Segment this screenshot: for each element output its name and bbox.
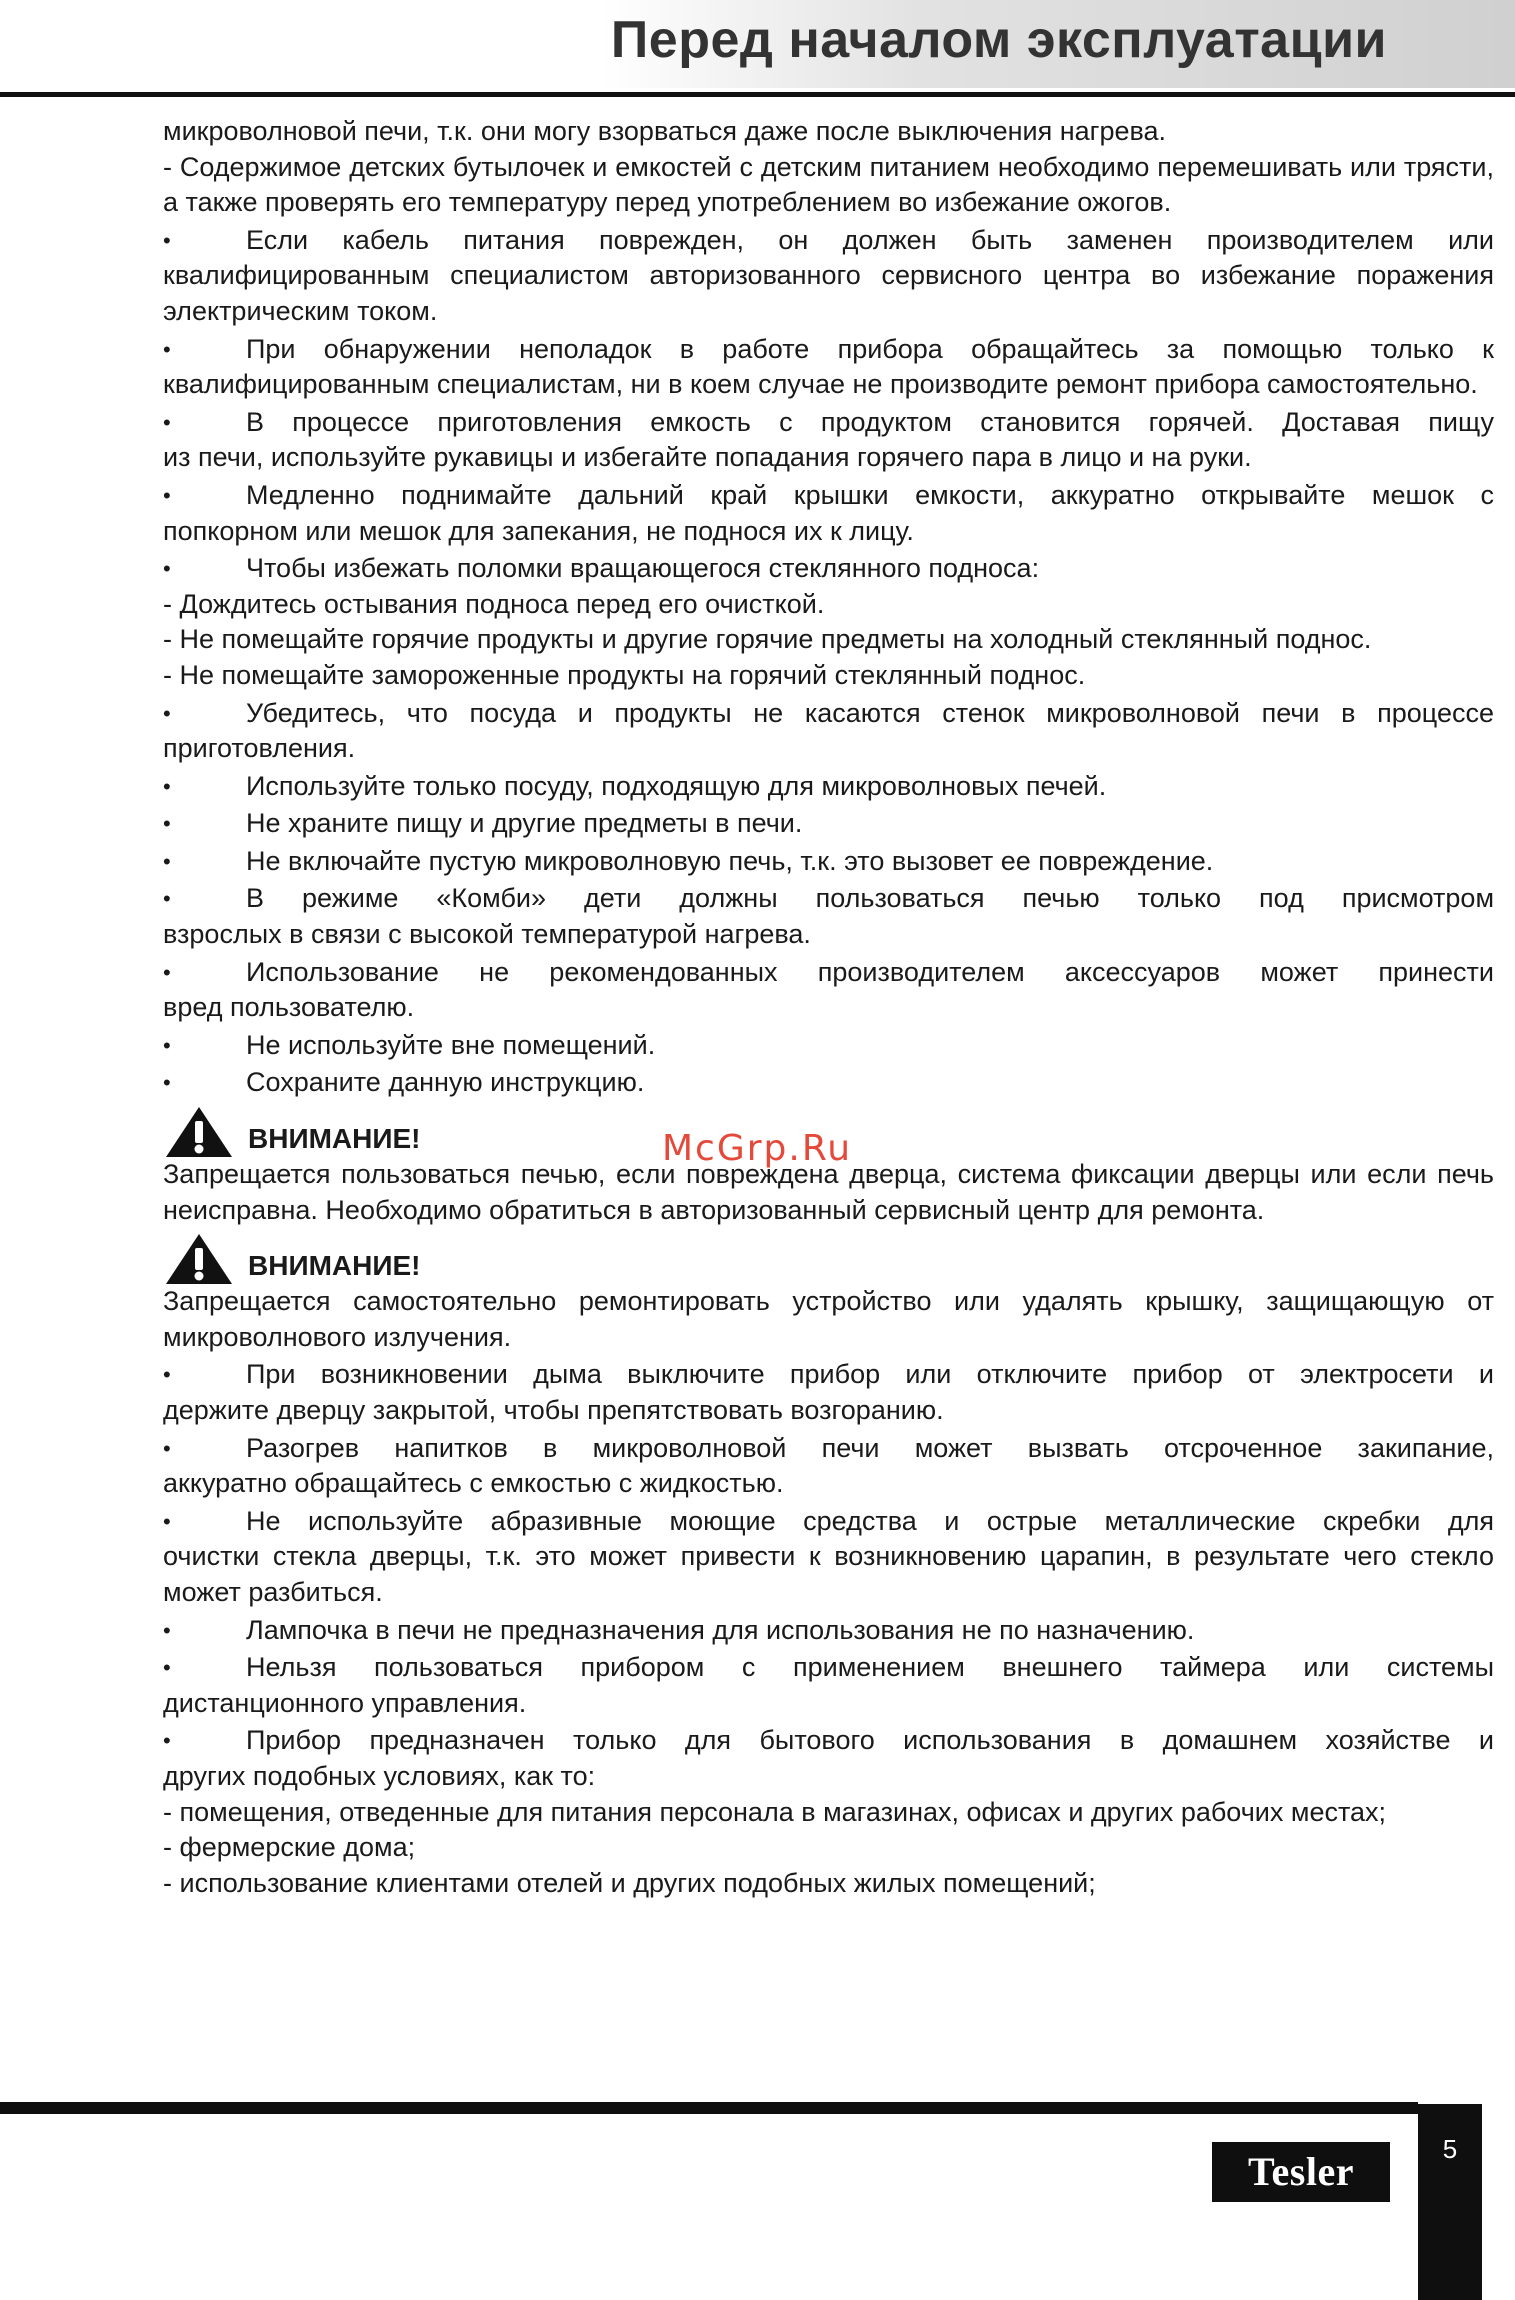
bullet-symbol: • [163,227,171,253]
bullet-continuation: приготовления. [163,733,356,764]
bullet-continuation: из печи, используйте рукавицы и избегайте попадания горячего пара в лицо и на руки. [163,442,1252,473]
bullet-continuation: попкорном или мешок для запекания, не поднося их к лицу. [163,515,914,546]
bullet-continuation: квалифицированным специалистам, ни в коем случае не производите ремонт прибора самостоятельно. [163,369,1478,400]
warning-heading [163,1234,1494,1284]
bullet-item: • Сохраните данную инструкцию. [163,1065,1494,1101]
warning-title: ВНИМАНИЕ! [248,1250,421,1282]
bullet-item: • Не храните пищу и другие предметы в печи. [163,806,1494,842]
bullet-item: • Использование не рекомендованных производителем аксессуаров может принести [163,955,1494,991]
warning-text: Запрещается самостоятельно ремонтировать устройство или удалять крышку, защищающую от микроволнового излучения. [163,1286,1494,1352]
bullet-item: • Не включайте пустую микроволновую печь, т.к. это вызовет ее повреждение. [163,844,1494,880]
bullet-item: • Прибор предназначен только для бытового использования в домашнем хозяйстве и [163,1723,1494,1759]
bullet-continuation: очистки стекла дверцы, т.к. это может привести к возникновению царапин, в результате чего стекло может разбиться. [163,1541,1494,1607]
bullet-item: • Разогрев напитков в микроволновой печи может вызвать отсроченное закипание, [163,1431,1494,1467]
bullet-continuation: держите дверцу закрытой, чтобы препятствовать возгоранию. [163,1395,944,1425]
warning-title: ВНИМАНИЕ! [248,1123,421,1155]
bullet-item: • При обнаружении неполадок в работе прибора обращайтесь за помощью только к [163,332,1494,368]
page-title: Перед началом эксплуатации [610,11,1387,69]
bullet-item: • Чтобы избежать поломки вращающегося стеклянного подноса: [163,551,1494,587]
brand-logo: Tesler [1212,2142,1390,2202]
dash-item: - использование клиентами отелей и других подобных жилых помещений; [163,1867,1096,1898]
warning-text: Запрещается пользоваться печью, если повреждена дверца, система фиксации дверцы или если печь неисправна. Необходимо обратиться в авторизованный сервисный центр для ремонта. [163,1159,1494,1225]
bullet-continuation: вред пользователю. [163,992,415,1023]
dash-item: - помещения, отведенные для питания персонала в магазинах, офисах и других рабочих местах; [163,1796,1387,1827]
bullet-symbol: • [163,959,171,985]
dash-item: - фермерские дома; [163,1832,416,1863]
bullet-symbol: • [163,1362,171,1388]
bullet-item: • Лампочка в печи не предназначения для использования не по назначению. [163,1613,1494,1649]
bullet-symbol: • [163,336,171,362]
bullet-symbol: • [163,1032,171,1058]
paragraph: - Содержимое детских бутылочек и емкостей с детским питанием необходимо перемешивать или трясти, а также проверять его температуру перед употреблением во избежание ожогов. [163,151,1494,218]
bullet-symbol: • [163,1617,171,1643]
bullet-symbol: • [163,409,171,435]
bullet-item: • Медленно поднимайте дальний край крышки емкости, аккуратно открывайте мешок с [163,478,1494,514]
bullet-symbol: • [163,1655,171,1681]
dash-item: - Не помещайте горячие продукты и другие горячие предметы на холодный стеклянный поднос. [163,624,1372,655]
document-body [163,114,1494,1901]
bullet-continuation: аккуратно обращайтесь с емкостью с жидкостью. [163,1468,784,1499]
bullet-continuation: взрослых в связи с высокой температурой нагрева. [163,919,811,950]
warning-icon [164,1232,234,1286]
bullet-symbol: • [163,886,171,912]
bullet-item: • Нельзя пользоваться прибором с применением внешнего таймера или системы [163,1650,1494,1686]
bullet-symbol: • [163,1070,171,1096]
paragraph: микроволновой печи, т.к. они могу взорваться даже после выключения нагрева. [163,116,1167,146]
footer-rule [0,2102,1418,2114]
header-rule [0,92,1515,97]
bullet-symbol: • [163,700,171,726]
bullet-symbol: • [163,1435,171,1461]
bullet-symbol: • [163,482,171,508]
bullet-item: • В процессе приготовления емкость с продуктом становится горячей. Доставая пищу [163,405,1494,441]
bullet-item: • Используйте только посуду, подходящую для микроволновых печей. [163,769,1494,805]
bullet-item: • Если кабель питания поврежден, он должен быть заменен производителем или [163,223,1494,259]
bullet-item: • В режиме «Комби» дети должны пользоваться печью только под присмотром [163,881,1494,917]
bullet-continuation: квалифицированным специалистом авторизованного сервисного центра во избежание поражения электрическим током. [163,260,1494,326]
bullet-item: • Не используйте абразивные моющие средства и острые металлические скребки для [163,1504,1494,1540]
warning-icon [164,1105,234,1159]
bullet-symbol: • [163,556,171,582]
page-number: 5 [1442,2134,1458,2164]
bullet-symbol: • [163,848,171,874]
bullet-continuation: дистанционного управления. [163,1687,527,1718]
bullet-item: • Убедитесь, что посуда и продукты не касаются стенок микроволновой печи в процессе [163,696,1494,732]
bullet-symbol: • [163,811,171,837]
dash-item: - Не помещайте замороженные продукты на горячий стеклянный поднос. [163,659,1086,690]
bullet-symbol: • [163,1508,171,1534]
bullet-continuation: других подобных условиях, как то: [163,1760,596,1791]
bullet-item: • Не используйте вне помещений. [163,1028,1494,1064]
dash-item: - Дождитесь остывания подноса перед его очисткой. [163,588,825,619]
bullet-item: • При возникновении дыма выключите прибор или отключите прибор от электросети и [163,1357,1494,1393]
bullet-symbol: • [163,1728,171,1754]
watermark: McGrp.Ru [662,1128,853,1169]
bullet-symbol: • [163,773,171,799]
